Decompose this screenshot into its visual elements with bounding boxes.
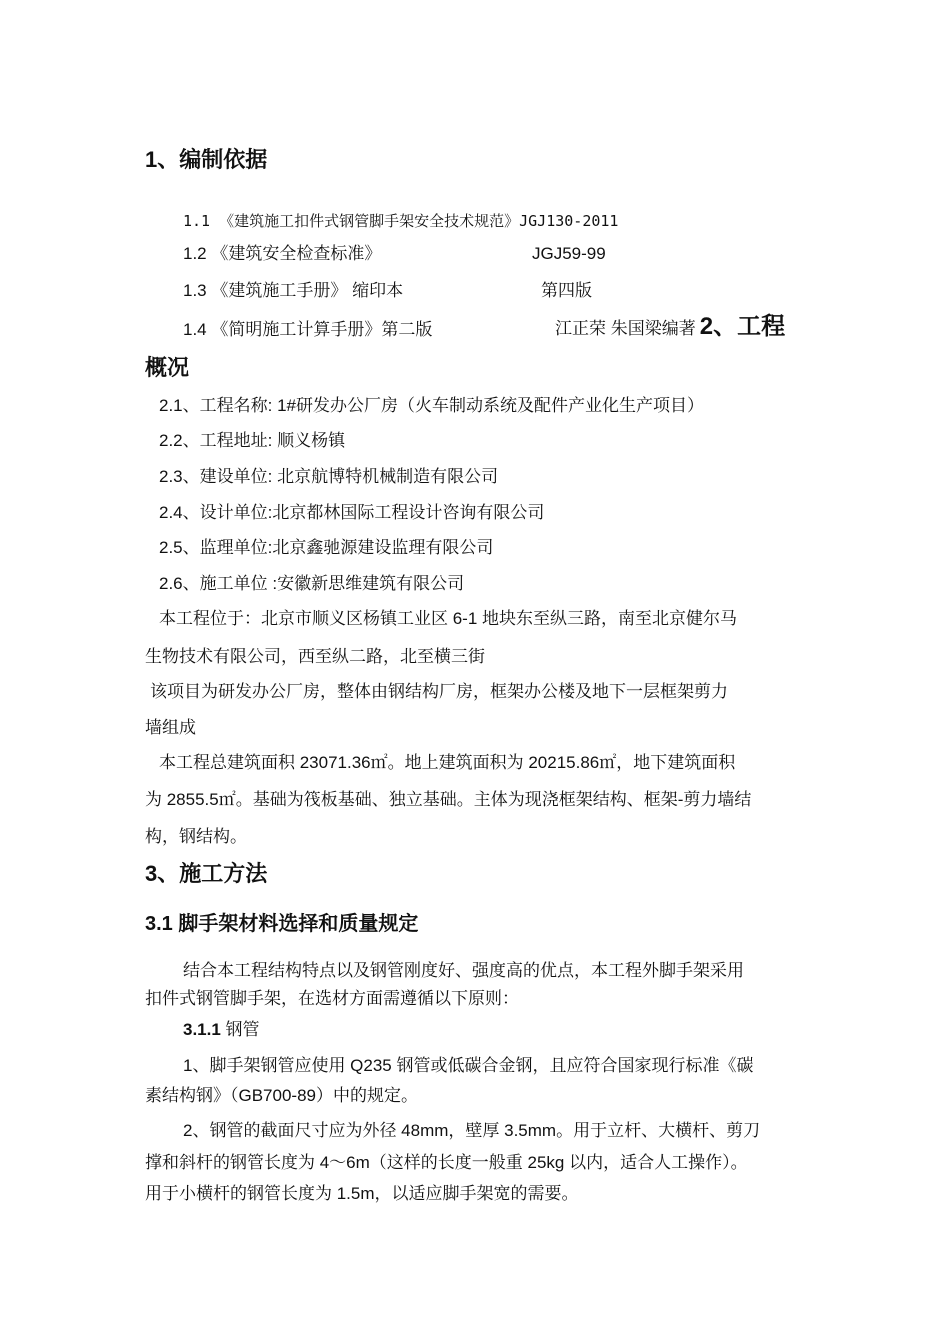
pipe-rule-2-line-3: 用于小横杆的钢管长度为 1.5m，以适应脚手架宽的需要。 (145, 1184, 579, 1203)
item-2-2: 2.2、工程地址: 顺义杨镇 (159, 431, 346, 450)
paragraph-location-line-1: 本工程位于：北京市顺义区杨镇工业区 6-1 地块东至纵三路，南至北京健尔马 (159, 609, 738, 628)
section-3-1-title: 3.1 脚手架材料选择和质量规定 (145, 913, 419, 935)
paragraph-location-line-2: 生物技术有限公司，西至纵二路，北至横三街 (145, 647, 485, 666)
reference-1-4-authors: 江正荣 朱国梁编著 (555, 319, 696, 338)
paragraph-area-line-3: 构，钢结构。 (145, 827, 247, 846)
pipe-rule-2-line-2: 撑和斜杆的钢管长度为 4～6m（这样的长度一般重 25kg 以内，适合人工操作）。 (145, 1153, 748, 1172)
pipe-rule-1-line-1: 1、脚手架钢管应使用 Q235 钢管或低碳合金钢，且应符合国家现行标准《碳 (183, 1056, 754, 1075)
reference-1-4-title: 1.4 《简明施工计算手册》第二版 (183, 320, 433, 339)
item-2-5: 2.5、监理单位:北京鑫驰源建设监理有限公司 (159, 538, 494, 557)
item-2-3: 2.3、建设单位: 北京航博特机械制造有限公司 (159, 467, 499, 486)
reference-1-4-authors-row (555, 313, 786, 340)
pipe-rule-1-line-2: 素结构钢》（GB700-89）中的规定。 (145, 1086, 418, 1105)
paragraph-project-line-1: 该项目为研发办公厂房，整体由钢结构厂房，框架办公楼及地下一层框架剪力 (150, 682, 728, 701)
item-2-1: 2.1、工程名称: 1#研发办公厂房（火车制动系统及配件产业化生产项目） (159, 396, 704, 415)
section-1-title: 1、编制依据 (145, 147, 268, 172)
paragraph-material-line-1: 结合本工程结构特点以及钢管刚度好、强度高的优点，本工程外脚手架采用 (183, 961, 744, 980)
reference-1-2-title: 1.2 《建筑安全检查标准》 (183, 244, 382, 263)
reference-1-3-edition: 第四版 (541, 281, 592, 300)
section-3-1-1-number: 3.1.1 (183, 1020, 221, 1039)
item-2-4: 2.4、设计单位:北京都林国际工程设计咨询有限公司 (159, 503, 545, 522)
section-3-title: 3、施工方法 (145, 861, 268, 886)
reference-1-2-code: JGJ59-99 (532, 244, 606, 263)
item-2-6: 2.6、施工单位 :安徽新思维建筑有限公司 (159, 574, 465, 593)
paragraph-area-line-1: 本工程总建筑面积 23071.36㎡。地上建筑面积为 20215.86㎡，地下建筑面积 (159, 753, 736, 772)
section-3-1-1-label: 钢管 (225, 1020, 260, 1039)
section-3-1-1-heading (183, 1019, 260, 1041)
reference-1-3-title: 1.3 《建筑施工手册》 缩印本 (183, 281, 404, 300)
paragraph-area-line-2: 为 2855.5㎡。基础为筏板基础、独立基础。主体为现浇框架结构、框架-剪力墙结 (145, 790, 752, 809)
paragraph-material-line-2: 扣件式钢管脚手架，在选材方面需遵循以下原则： (145, 989, 519, 1008)
paragraph-project-line-2: 墙组成 (145, 718, 196, 737)
reference-1-1: 1.1 《建筑施工扣件式钢管脚手架安全技术规范》JGJ130-2011 (183, 212, 619, 230)
section-2-title-part-a: 2、工程 (699, 313, 786, 340)
section-2-title-part-b: 概况 (145, 355, 190, 380)
pipe-rule-2-line-1: 2、钢管的截面尺寸应为外径 48mm，壁厚 3.5mm。用于立杆、大横杆、剪刀 (183, 1121, 761, 1140)
